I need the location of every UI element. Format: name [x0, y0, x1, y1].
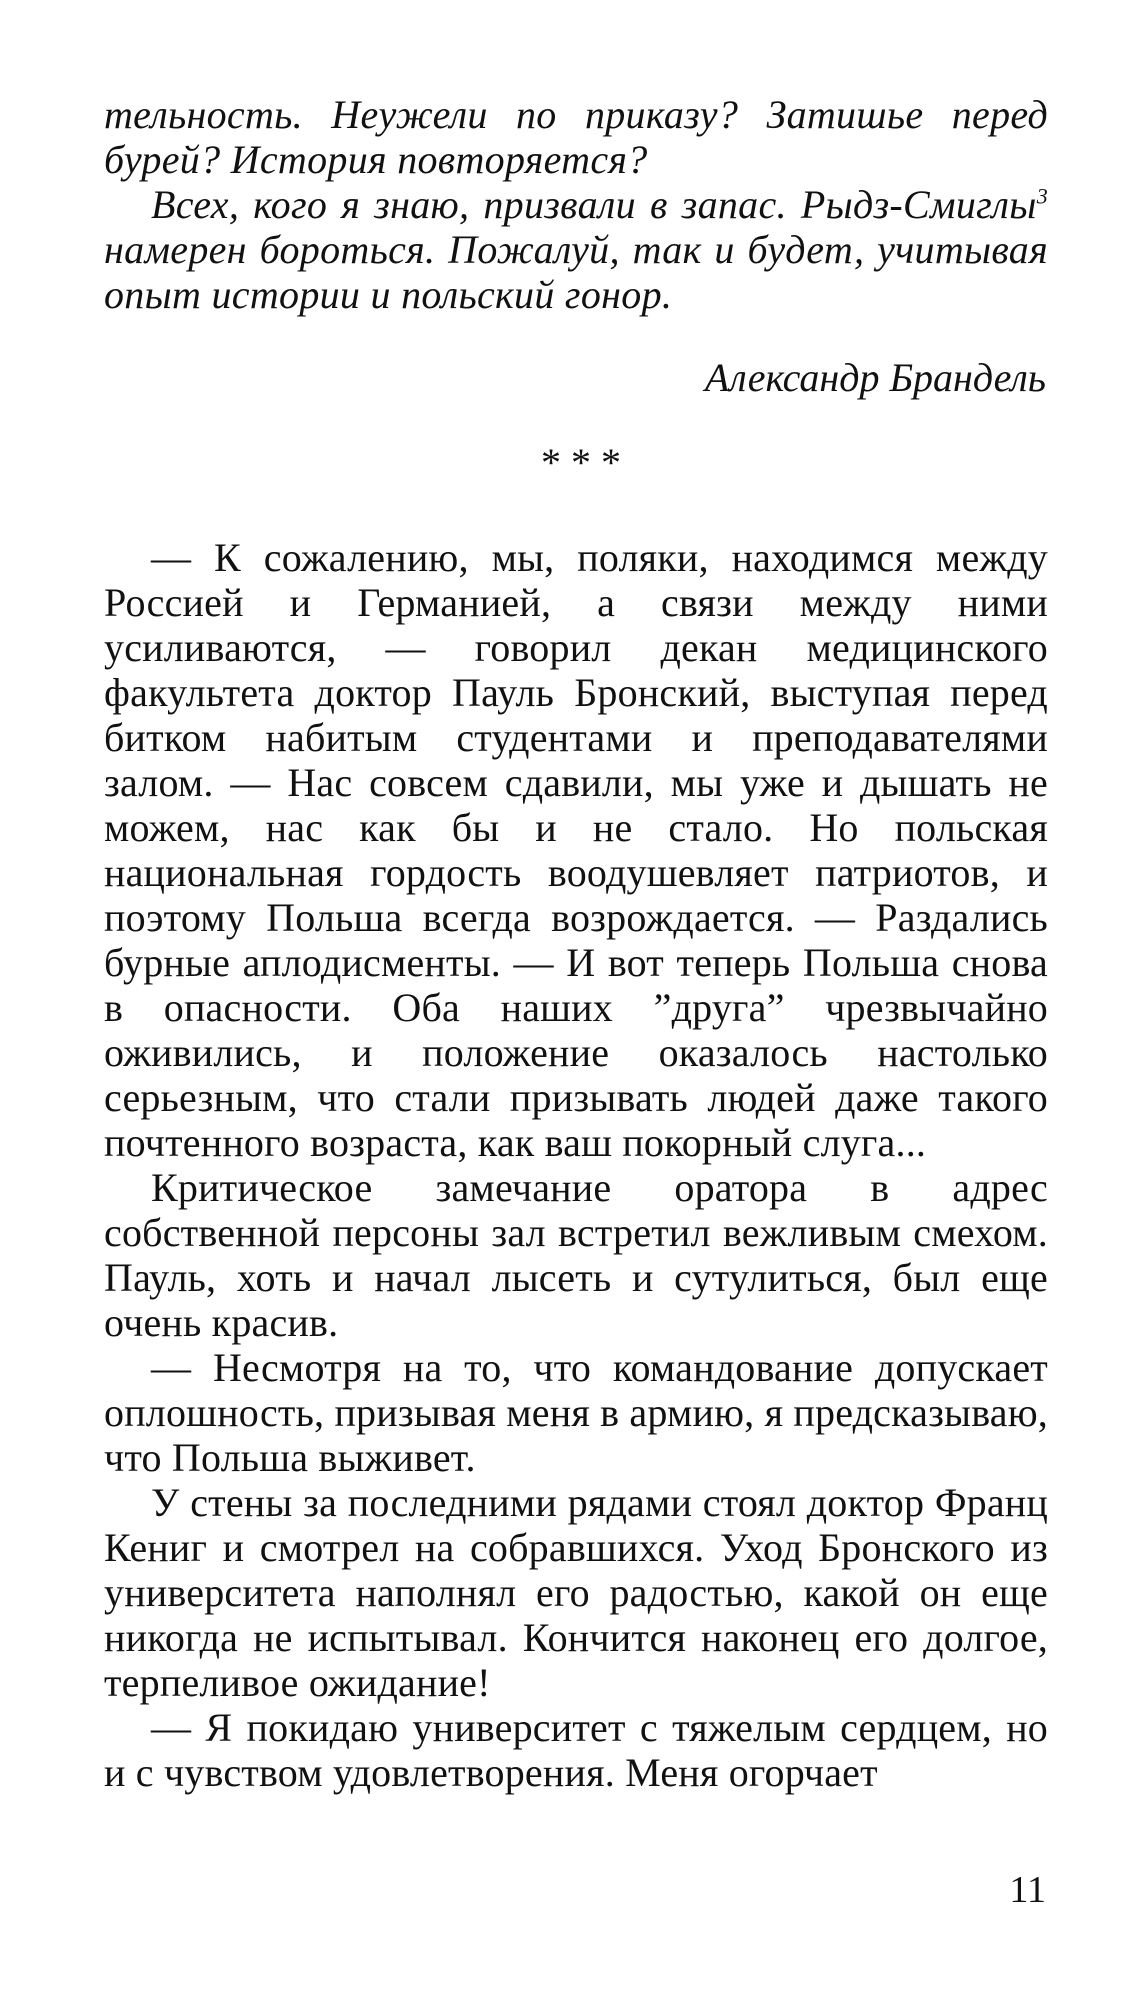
diary-paragraph-2	[104, 182, 1048, 317]
diary-paragraph-2-start: Всех, кого я знаю, призвали в запас. Рыдз-Смиглы	[151, 182, 1037, 227]
diary-paragraph-1: тельность. Неужели по приказу? Затишье перед бурей? История повторяется?	[104, 92, 1048, 182]
diary-signature: Александр Брандель	[704, 355, 1046, 400]
body-paragraph-1: — К сожалению, мы, поляки, находимся между Россией и Германией, а связи между ними усиливаются, — говорил декан медицинского факультета доктор Пауль Бронский, выступая перед битком набитым студентами и преподавателями залом. — Нас совсем сдавили, мы уже и дышать не можем, нас как бы и не стало. Но польская национальная гордость воодушевляет патриотов, и поэтому Польша всегда возрождается. — Раздались бурные аплодисменты. — И вот теперь Польша снова в опасности. Оба наших ”друга” чрезвычайно оживились, и положение оказалось настолько серьезным, что стали призывать людей даже такого почтенного возраста, как ваш покорный слуга...	[104, 535, 1048, 1165]
body-paragraph-5: — Я покидаю университет с тяжелым сердцем, но и с чувством удовлетворения. Меня огорчает	[104, 1705, 1048, 1795]
body-paragraph-3: — Несмотря на то, что командование допускает оплошность, призывая меня в армию, я предсказываю, что Польша выживет.	[104, 1345, 1048, 1480]
diary-paragraph-2-end: намерен бороться. Пожалуй, так и будет, учитывая опыт истории и польский гонор.	[104, 227, 1048, 317]
body-paragraph-2: Критическое замечание оратора в адрес собственной персоны зал встретил вежливым смехом. Пауль, хоть и начал лысеть и сутулиться, был еще очень красив.	[104, 1165, 1048, 1345]
footnote-mark: 3	[1036, 183, 1048, 209]
section-separator: ***	[541, 440, 631, 485]
body-paragraph-4: У стены за последними рядами стоял доктор Франц Кениг и смотрел на собравшихся. Уход Бронского из университета наполнял его радостью, какой он еще никогда не испытывал. Кончится наконец его долгое, терпеливое ожидание!	[104, 1480, 1048, 1705]
page-number: 11	[1009, 1869, 1046, 1911]
book-page	[104, 92, 1048, 1795]
